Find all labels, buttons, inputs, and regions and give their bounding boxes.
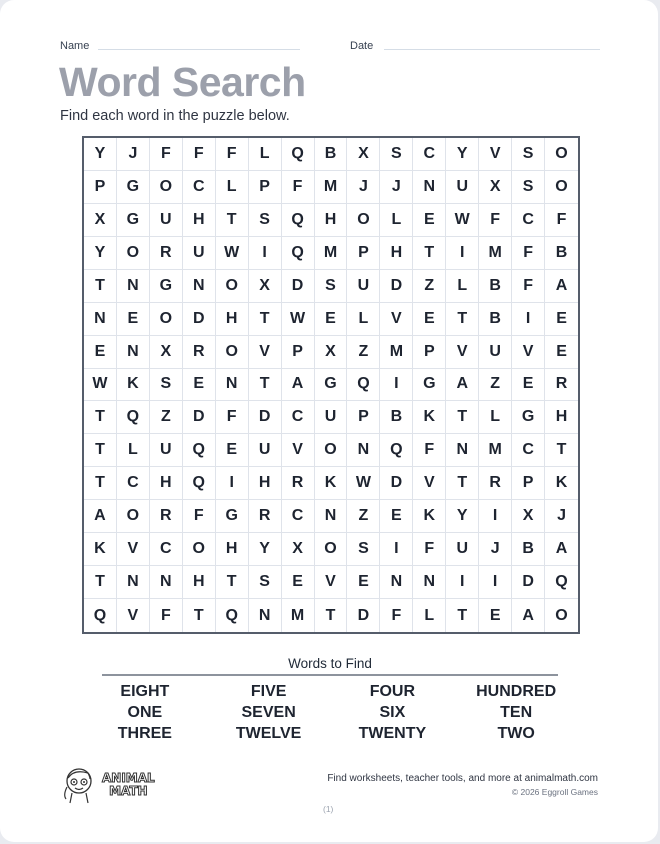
grid-cell[interactable]: Z xyxy=(347,336,380,369)
grid-cell[interactable]: F xyxy=(183,138,216,171)
word-item: TWO xyxy=(497,725,535,742)
animal-math-logo xyxy=(60,765,155,805)
grid-cell[interactable]: X xyxy=(84,204,117,237)
grid-cell[interactable]: T xyxy=(446,467,479,500)
grid-cell[interactable]: O xyxy=(216,336,249,369)
grid-cell[interactable]: K xyxy=(545,467,578,500)
grid-cell[interactable]: V xyxy=(446,336,479,369)
grid-cell[interactable]: Q xyxy=(183,467,216,500)
grid-cell[interactable]: N xyxy=(183,270,216,303)
grid-cell[interactable]: Y xyxy=(446,138,479,171)
grid-cell[interactable]: C xyxy=(150,533,183,566)
grid-cell[interactable]: V xyxy=(512,336,545,369)
grid-cell[interactable]: K xyxy=(117,369,150,402)
grid-cell[interactable]: Q xyxy=(117,401,150,434)
grid-cell[interactable]: N xyxy=(84,303,117,336)
grid-cell[interactable]: H xyxy=(183,566,216,599)
grid-cell[interactable]: T xyxy=(446,303,479,336)
grid-cell[interactable]: X xyxy=(479,171,512,204)
date-field[interactable] xyxy=(384,49,600,50)
grid-cell[interactable]: C xyxy=(512,204,545,237)
grid-cell[interactable]: M xyxy=(479,237,512,270)
grid-cell[interactable]: C xyxy=(282,500,315,533)
grid-cell[interactable]: H xyxy=(183,204,216,237)
grid-cell[interactable]: V xyxy=(249,336,282,369)
grid-cell[interactable]: V xyxy=(380,303,413,336)
page-number: (1) xyxy=(323,804,334,814)
grid-cell[interactable]: N xyxy=(413,171,446,204)
grid-cell[interactable]: F xyxy=(282,171,315,204)
grid-cell[interactable]: E xyxy=(545,336,578,369)
grid-cell[interactable]: F xyxy=(150,138,183,171)
grid-cell[interactable]: F xyxy=(512,237,545,270)
grid-cell[interactable]: M xyxy=(380,336,413,369)
grid-cell[interactable]: W xyxy=(446,204,479,237)
grid-cell[interactable]: H xyxy=(315,204,348,237)
grid-cell[interactable]: B xyxy=(380,401,413,434)
grid-cell[interactable]: U xyxy=(315,401,348,434)
name-field[interactable] xyxy=(98,49,300,50)
word-item: SIX xyxy=(379,704,406,721)
grid-cell[interactable]: N xyxy=(117,270,150,303)
grid-cell[interactable]: U xyxy=(150,434,183,467)
grid-cell[interactable]: U xyxy=(479,336,512,369)
grid-cell[interactable]: O xyxy=(315,533,348,566)
logo-text-line2: MATH xyxy=(109,784,148,798)
grid-cell[interactable]: O xyxy=(555,606,568,624)
grid-cell[interactable]: E xyxy=(413,204,446,237)
grid-cell[interactable]: F xyxy=(479,204,512,237)
name-label: Name xyxy=(60,40,90,52)
grid-cell[interactable]: K xyxy=(315,467,348,500)
words-to-find-heading: Words to Find xyxy=(288,656,372,671)
grid-cell[interactable]: Q xyxy=(216,599,249,632)
grid-cell[interactable]: Z xyxy=(347,500,380,533)
grid-cell[interactable]: I xyxy=(249,237,282,270)
grid-cell[interactable]: S xyxy=(380,138,413,171)
grid-cell[interactable]: L xyxy=(413,599,446,632)
grid-cell[interactable]: T xyxy=(216,566,249,599)
grid-cell[interactable]: Q xyxy=(380,434,413,467)
grid-cell[interactable]: I xyxy=(479,566,512,599)
grid-cell[interactable]: J xyxy=(479,533,512,566)
grid-cell[interactable]: V xyxy=(282,434,315,467)
grid-cell[interactable]: U xyxy=(446,171,479,204)
grid-cell[interactable]: B xyxy=(479,303,512,336)
grid-cell[interactable]: U xyxy=(249,434,282,467)
grid-cell[interactable]: L xyxy=(479,401,512,434)
grid-cell[interactable]: S xyxy=(512,171,545,204)
grid-cell[interactable]: D xyxy=(249,401,282,434)
grid-cell[interactable]: K xyxy=(413,500,446,533)
grid-cell[interactable]: P xyxy=(84,171,117,204)
grid-cell[interactable]: O xyxy=(183,533,216,566)
grid-cell[interactable]: M xyxy=(315,237,348,270)
grid-cell[interactable]: H xyxy=(249,467,282,500)
grid-cell[interactable]: R xyxy=(183,336,216,369)
grid-cell[interactable]: E xyxy=(479,599,512,632)
word-item: EIGHT xyxy=(120,683,170,700)
grid-cell[interactable]: L xyxy=(117,434,150,467)
grid-cell[interactable]: L xyxy=(380,204,413,237)
grid-cell[interactable]: N xyxy=(117,336,150,369)
grid-cell[interactable]: O xyxy=(545,138,578,171)
logo-text-line1: ANIMAL xyxy=(102,771,155,785)
grid-cell[interactable]: E xyxy=(413,303,446,336)
grid-cell[interactable]: Q xyxy=(183,434,216,467)
grid-cell[interactable]: D xyxy=(183,303,216,336)
grid-cell[interactable]: J xyxy=(347,171,380,204)
grid-cell[interactable]: A xyxy=(545,270,578,303)
grid-cell[interactable]: V xyxy=(413,467,446,500)
grid-cell[interactable]: R xyxy=(249,500,282,533)
grid-cell[interactable]: W xyxy=(216,237,249,270)
grid-cell[interactable]: G xyxy=(117,204,150,237)
grid-cell[interactable]: B xyxy=(479,270,512,303)
grid-cell[interactable]: O xyxy=(545,171,578,204)
grid-cell[interactable]: A xyxy=(282,369,315,402)
grid-cell[interactable]: G xyxy=(413,369,446,402)
grid-cell[interactable]: O xyxy=(216,270,249,303)
grid-cell[interactable]: D xyxy=(380,270,413,303)
grid-cell[interactable]: V xyxy=(117,599,150,632)
grid-cell[interactable]: N xyxy=(150,566,183,599)
word-search-grid xyxy=(82,136,580,634)
grid-cell[interactable]: F xyxy=(183,500,216,533)
word-item: THREE xyxy=(117,725,172,742)
grid-cell[interactable]: Z xyxy=(479,369,512,402)
word-item: TEN xyxy=(500,704,533,721)
grid-cell[interactable]: I xyxy=(380,369,413,402)
grid-cell[interactable]: T xyxy=(249,303,282,336)
grid-cell[interactable]: E xyxy=(183,369,216,402)
grid-cell[interactable]: E xyxy=(512,369,545,402)
grid-cell[interactable]: D xyxy=(347,599,380,632)
grid-cell[interactable]: X xyxy=(512,500,545,533)
grid-cell[interactable]: U xyxy=(183,237,216,270)
grid-cell[interactable]: G xyxy=(117,171,150,204)
grid-cell[interactable]: E xyxy=(380,500,413,533)
grid-cell[interactable]: V xyxy=(117,533,150,566)
grid-cell[interactable]: M xyxy=(479,434,512,467)
grid-cell[interactable]: L xyxy=(249,138,282,171)
grid-cell[interactable]: U xyxy=(347,270,380,303)
grid-cell[interactable]: D xyxy=(512,566,545,599)
grid-cell[interactable]: F xyxy=(216,401,249,434)
grid-cell[interactable]: T xyxy=(84,401,117,434)
grid-cell[interactable]: S xyxy=(315,270,348,303)
grid-cell[interactable]: T xyxy=(413,237,446,270)
grid-cell[interactable]: C xyxy=(413,138,446,171)
grid-cell[interactable]: F xyxy=(512,270,545,303)
word-column xyxy=(454,681,578,744)
grid-cell[interactable]: A xyxy=(446,369,479,402)
grid-cell[interactable]: U xyxy=(446,533,479,566)
grid-cell[interactable]: I xyxy=(512,303,545,336)
divider xyxy=(102,674,558,676)
grid-cell[interactable]: N xyxy=(216,369,249,402)
grid-cell[interactable]: T xyxy=(446,599,479,632)
grid-cell[interactable]: F xyxy=(413,434,446,467)
grid-cell[interactable]: E xyxy=(216,434,249,467)
copyright: © 2026 Eggroll Games xyxy=(511,787,598,797)
grid-cell[interactable]: K xyxy=(413,401,446,434)
grid-cell[interactable]: Q xyxy=(347,369,380,402)
grid-cell[interactable]: H xyxy=(216,303,249,336)
word-item: TWELVE xyxy=(235,725,302,742)
word-item: TWENTY xyxy=(358,725,427,742)
grid-cell[interactable]: M xyxy=(282,599,315,632)
grid-cell[interactable]: C xyxy=(512,434,545,467)
grid-cell[interactable]: O xyxy=(150,303,183,336)
grid-cell[interactable]: R xyxy=(282,467,315,500)
grid-cell[interactable]: I xyxy=(479,500,512,533)
grid-cell[interactable]: B xyxy=(545,237,578,270)
grid-cell[interactable]: O xyxy=(117,237,150,270)
grid-cell[interactable]: L xyxy=(347,303,380,336)
grid-cell[interactable]: E xyxy=(545,303,578,336)
page-title: Word Search xyxy=(59,59,306,105)
word-item: SEVEN xyxy=(241,704,296,721)
grid-cell[interactable]: D xyxy=(282,270,315,303)
grid-cell[interactable]: T xyxy=(249,369,282,402)
grid-cell[interactable]: W xyxy=(347,467,380,500)
grid-cell[interactable]: M xyxy=(315,171,348,204)
grid-cell[interactable]: N xyxy=(347,434,380,467)
grid-cell[interactable]: J xyxy=(380,171,413,204)
grid-cell[interactable]: O xyxy=(347,204,380,237)
grid-cell[interactable]: N xyxy=(380,566,413,599)
grid-cell[interactable]: A xyxy=(84,500,117,533)
grid-cell[interactable]: K xyxy=(84,533,117,566)
grid-cell[interactable]: T xyxy=(545,434,578,467)
grid-cell[interactable]: P xyxy=(249,171,282,204)
grid-cell[interactable]: D xyxy=(183,401,216,434)
instructions: Find each word in the puzzle below. xyxy=(60,108,290,124)
grid-cell[interactable]: H xyxy=(545,401,578,434)
grid-cell[interactable]: H xyxy=(380,237,413,270)
word-item: ONE xyxy=(127,704,163,721)
word-item: FIVE xyxy=(250,683,287,700)
grid-cell[interactable]: T xyxy=(84,566,117,599)
grid-cell[interactable]: U xyxy=(150,204,183,237)
grid-cell[interactable]: W xyxy=(282,303,315,336)
grid-cell[interactable]: N xyxy=(315,500,348,533)
footer-tagline: Find worksheets, teacher tools, and more at animalmath.com xyxy=(327,773,598,784)
grid-cell[interactable]: Q xyxy=(282,237,315,270)
grid-cell[interactable]: B xyxy=(512,533,545,566)
grid-cell[interactable]: E xyxy=(84,336,117,369)
grid-cell[interactable]: N xyxy=(249,599,282,632)
grid-cell[interactable]: P xyxy=(282,336,315,369)
grid-cell[interactable]: V xyxy=(479,138,512,171)
grid-cell[interactable]: T xyxy=(216,204,249,237)
grid-cell[interactable]: N xyxy=(117,566,150,599)
grid-cell[interactable]: T xyxy=(446,401,479,434)
grid-cell[interactable]: Y xyxy=(84,237,117,270)
grid-cell[interactable]: H xyxy=(150,467,183,500)
grid-cell[interactable]: S xyxy=(249,566,282,599)
word-item: HUNDRED xyxy=(476,683,557,700)
grid-cell[interactable]: Y xyxy=(84,138,117,171)
grid-cell[interactable]: L xyxy=(446,270,479,303)
word-column xyxy=(207,681,331,744)
grid-cell[interactable]: Q xyxy=(545,566,578,599)
grid-cell[interactable]: X xyxy=(150,336,183,369)
grid-cell[interactable]: Q xyxy=(84,599,117,632)
grid-cell[interactable]: P xyxy=(347,401,380,434)
grid-cell[interactable]: G xyxy=(512,401,545,434)
grid-cell[interactable]: E xyxy=(347,566,380,599)
grid-cell[interactable]: R xyxy=(479,467,512,500)
grid-cell[interactable]: S xyxy=(249,204,282,237)
grid-cell[interactable]: F xyxy=(216,138,249,171)
grid-cell[interactable]: Y xyxy=(249,533,282,566)
grid-cell[interactable]: S xyxy=(512,138,545,171)
grid-cell[interactable]: C xyxy=(282,401,315,434)
grid-cell[interactable]: F xyxy=(545,204,578,237)
grid-cell[interactable]: X xyxy=(315,336,348,369)
grid-cell[interactable]: X xyxy=(249,270,282,303)
grid-cell[interactable]: Z xyxy=(413,270,446,303)
grid-cell[interactable]: F xyxy=(150,599,183,632)
grid-cell[interactable]: I xyxy=(446,566,479,599)
grid-cell[interactable]: G xyxy=(150,270,183,303)
grid-cell[interactable]: F xyxy=(380,599,413,632)
grid-cell[interactable]: O xyxy=(117,500,150,533)
grid-cell[interactable]: T xyxy=(84,270,117,303)
word-list xyxy=(83,681,578,744)
grid-cell[interactable]: H xyxy=(216,533,249,566)
grid-cell[interactable]: P xyxy=(347,237,380,270)
grid-cell[interactable]: O xyxy=(150,171,183,204)
grid-cell[interactable]: T xyxy=(84,434,117,467)
grid-cell[interactable]: L xyxy=(216,171,249,204)
grid-cell[interactable]: Q xyxy=(282,138,315,171)
word-column xyxy=(331,681,455,744)
grid-cell[interactable]: A xyxy=(512,599,545,632)
grid-cell[interactable]: W xyxy=(84,369,117,402)
grid-cell[interactable]: E xyxy=(315,303,348,336)
word-column xyxy=(83,681,207,744)
grid-cell[interactable]: J xyxy=(545,500,578,533)
grid-cell[interactable]: T xyxy=(315,599,348,632)
grid-cell[interactable]: J xyxy=(117,138,150,171)
grid-cell[interactable]: P xyxy=(512,467,545,500)
grid-cell[interactable]: C xyxy=(183,171,216,204)
grid-cell[interactable]: E xyxy=(117,303,150,336)
grid-cell[interactable]: X xyxy=(347,138,380,171)
grid-cell[interactable]: B xyxy=(315,138,348,171)
grid-cell[interactable]: R xyxy=(150,500,183,533)
grid-cell[interactable]: G xyxy=(216,500,249,533)
grid-cell[interactable]: N xyxy=(446,434,479,467)
grid-cell[interactable]: I xyxy=(380,533,413,566)
grid-cell[interactable]: G xyxy=(315,369,348,402)
grid-cell[interactable]: R xyxy=(545,369,578,402)
word-item: FOUR xyxy=(369,683,416,700)
date-label: Date xyxy=(350,40,374,52)
grid-cell[interactable]: D xyxy=(380,467,413,500)
grid-cell[interactable]: C xyxy=(117,467,150,500)
grid-cell[interactable]: Y xyxy=(446,500,479,533)
grid-cell[interactable]: V xyxy=(315,566,348,599)
grid-cell[interactable]: R xyxy=(150,237,183,270)
grid-cell[interactable]: N xyxy=(413,566,446,599)
grid-cell[interactable]: X xyxy=(282,533,315,566)
grid-cell[interactable]: T xyxy=(183,599,216,632)
grid-cell[interactable]: S xyxy=(347,533,380,566)
grid-cell[interactable]: F xyxy=(413,533,446,566)
grid-cell[interactable]: Z xyxy=(150,401,183,434)
grid-cell[interactable]: O xyxy=(315,434,348,467)
grid-cell[interactable]: A xyxy=(545,533,578,566)
grid-cell[interactable]: Q xyxy=(282,204,315,237)
grid-cell[interactable]: T xyxy=(84,467,117,500)
grid-cell[interactable]: P xyxy=(413,336,446,369)
grid-cell[interactable]: S xyxy=(150,369,183,402)
girl-mascot-icon xyxy=(60,765,98,805)
grid-cell[interactable]: E xyxy=(282,566,315,599)
grid-cell[interactable]: I xyxy=(446,237,479,270)
grid-cell[interactable]: I xyxy=(216,467,249,500)
